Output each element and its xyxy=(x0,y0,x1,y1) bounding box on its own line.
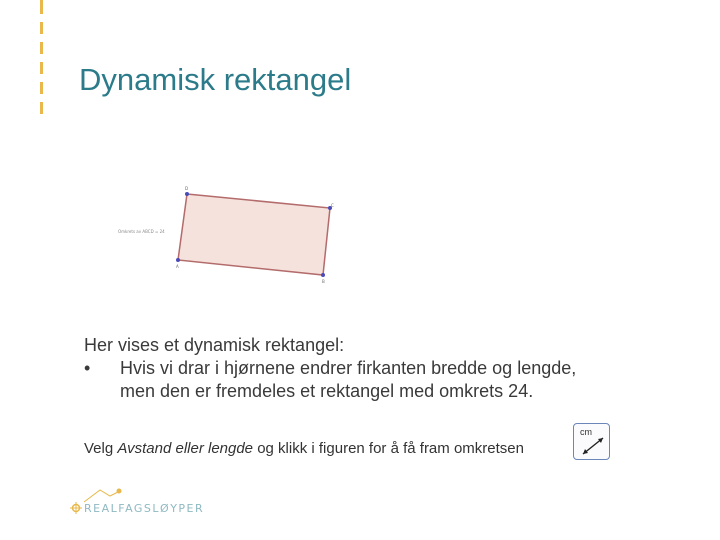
vertex-label-b: B xyxy=(322,279,325,284)
vertex-label-d: D xyxy=(185,186,189,191)
logo-text: REALFAGSLØYPER xyxy=(84,502,205,515)
dynamic-rectangle[interactable] xyxy=(178,194,330,275)
instruction-text xyxy=(84,440,524,457)
bullet-line-1: Hvis vi drar i hjørnene endrer firkanten bredde og lengde, xyxy=(120,358,577,378)
bullet-item xyxy=(84,357,704,403)
accent-bar xyxy=(40,0,43,115)
rectangle-diagram[interactable] xyxy=(110,180,350,290)
vertex-point-b[interactable] xyxy=(321,273,325,277)
slide-body xyxy=(84,333,704,403)
geogebra-figure[interactable] xyxy=(110,180,350,290)
tool-unit-label: cm xyxy=(580,427,592,437)
intro-text: Her vises et dynamisk rektangel: xyxy=(84,335,345,355)
distance-length-tool-icon xyxy=(574,424,611,461)
vertex-label-c: C xyxy=(331,203,334,208)
bullet-list xyxy=(84,357,704,403)
tool-name: Avstand eller lengde xyxy=(117,440,254,457)
instruction-suffix: og klikk i figuren for å få fram omkretsen xyxy=(253,440,524,457)
perimeter-label: Omkrets av ABCD = 24 xyxy=(118,229,165,234)
vertex-point-d[interactable] xyxy=(185,192,189,196)
instruction-prefix: Velg xyxy=(84,440,118,457)
bullet-line-2: men den er fremdeles et rektangel med omkrets 24. xyxy=(120,381,534,401)
vertex-label-a: A xyxy=(176,264,179,269)
page-title: Dynamisk rektangel xyxy=(79,62,352,97)
realfagsloyper-logo xyxy=(70,486,210,526)
bullet-marker: • xyxy=(84,358,91,378)
distance-length-tool-button[interactable] xyxy=(573,423,610,460)
vertex-point-a[interactable] xyxy=(176,258,180,262)
